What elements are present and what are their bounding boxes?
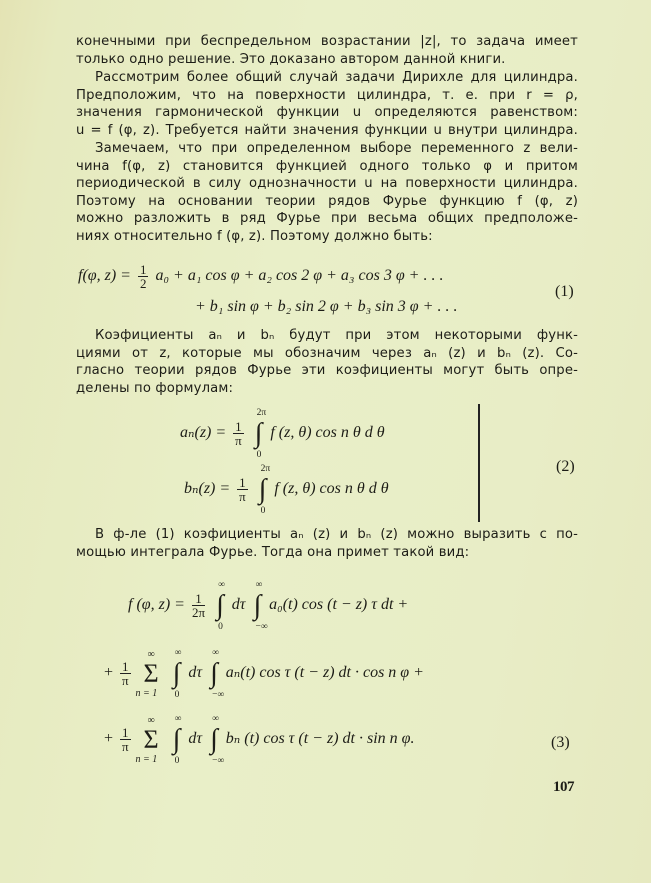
text-line: ниях относительно f (φ, z). Поэтому должно быть:	[76, 228, 433, 244]
integral-upper-limit: ∞	[218, 579, 225, 590]
text-line: чина f(φ, z) становится функцией одного только φ и притом	[76, 158, 578, 174]
fraction-denominator: 2π	[191, 605, 206, 620]
paragraph-fourier-expansion	[76, 140, 578, 246]
fraction-numerator: 1	[235, 419, 242, 434]
text-line: конечными при беспредельном возрастании |z|, то задача имеет	[76, 34, 578, 49]
system-bracket	[478, 404, 480, 522]
text-line: Рассмотрим более общий случай задачи Дирихле для цилиндра.	[95, 70, 578, 85]
integral-lower-limit: 0	[218, 621, 223, 632]
integrand: a₀(t) cos (t − z) τ dt +	[269, 596, 409, 614]
equation-3-line-3	[104, 713, 415, 766]
equation-number-1: (1)	[555, 283, 574, 300]
sum-upper-limit: ∞	[147, 714, 155, 726]
fraction-numerator: 1	[139, 262, 147, 277]
fraction-denominator: π	[239, 489, 246, 504]
sum-lower-limit: n = 1	[135, 687, 158, 699]
fraction	[120, 660, 131, 687]
text-line: Коэфициенты aₙ и bₙ будут при этом некоторыми функ-	[95, 328, 578, 343]
equation-number-3: (3)	[551, 734, 570, 751]
integrand: f (z, θ) cos n θ d θ	[270, 424, 385, 442]
equation-lhs: f (φ, z) =	[128, 596, 185, 614]
integral-upper-limit: ∞	[174, 647, 182, 658]
equation-1-line-2	[195, 298, 457, 316]
text-line: делены по формулам:	[76, 380, 234, 396]
integral-sign: ∫ ∞ −∞	[210, 713, 225, 766]
integral-sign: ∫ ∞ −∞	[210, 647, 225, 700]
fraction-denominator: 2	[139, 276, 147, 291]
integral-sign: ∫ ∞ 0	[172, 713, 182, 766]
integral-upper-limit: ∞	[255, 579, 263, 590]
integrand: f (z, θ) cos n θ d θ	[274, 480, 389, 498]
text-line: циями от z, которые мы обозначим через aₙ (z) и bₙ (z). Со-	[76, 345, 578, 361]
fraction	[120, 726, 131, 753]
fraction-denominator: π	[121, 673, 129, 688]
integrand: dτ	[188, 664, 203, 682]
integral-sign: ∫ 2π 0	[258, 463, 271, 516]
integrand: bₙ (t) cos τ (t − z) dt · sin n φ.	[225, 730, 415, 748]
fraction-numerator: 1	[192, 592, 205, 606]
equation-1-line-1	[78, 263, 443, 290]
equation-rhs: a₀ + a₁ cos φ + a₂ cos 2 φ + a₃ cos 3 φ + . . .	[155, 267, 444, 285]
integral-sign: ∫ 2π 0	[254, 407, 267, 460]
plus-sign: +	[104, 730, 114, 748]
integral-sign: ∫ ∞ 0	[216, 579, 225, 632]
integral-lower-limit: −∞	[212, 689, 225, 700]
text-line: значения гармонической функции u определяются равенством:	[76, 105, 578, 121]
equation-continuation: + b₁ sin φ + b₂ sin 2 φ + b₃ sin 3 φ + . . .	[195, 298, 458, 315]
fraction-numerator: 1	[122, 725, 129, 740]
equation-2-a	[180, 407, 385, 460]
text-line: только одно решение. Это доказано автором данной книги.	[76, 51, 506, 67]
integral-lower-limit: 0	[260, 505, 266, 516]
fraction	[138, 263, 149, 290]
text-line: Замечаем, что при определенном выборе переменного z вели-	[95, 141, 578, 156]
text-line: u = f (φ, z). Требуется найти значения функции u внутри цилиндра.	[76, 122, 578, 138]
text-line: можно разложить в ряд Фурье при весьма общих предположе-	[76, 211, 578, 227]
fraction-denominator: π	[235, 433, 242, 448]
summation-sign: Σ ∞ n = 1	[135, 648, 159, 699]
text-line: В ф-ле (1) коэфициенты aₙ (z) и bₙ (z) можно выразить с по-	[95, 527, 578, 542]
fraction	[233, 420, 244, 447]
fraction	[192, 592, 205, 619]
fraction-numerator: 1	[122, 659, 129, 674]
integral-sign: ∫ ∞ −∞	[253, 579, 268, 632]
equation-3-line-1	[128, 579, 409, 632]
paragraph-dirichlet-cylinder	[76, 69, 578, 139]
integrand: dτ	[188, 730, 203, 748]
integral-sign: ∫ ∞ 0	[172, 647, 182, 700]
plus-sign: +	[104, 664, 114, 682]
sum-upper-limit: ∞	[147, 648, 155, 660]
paragraph-continuation	[76, 33, 578, 68]
integral-lower-limit: 0	[174, 755, 180, 766]
equation-lhs: aₙ(z) =	[180, 424, 227, 442]
fraction-denominator: π	[121, 739, 129, 754]
equation-lhs: f(φ, z) =	[78, 267, 131, 285]
page-number: 107	[553, 779, 574, 795]
fraction-numerator: 1	[239, 475, 246, 490]
equation-3-line-2	[104, 647, 424, 700]
integral-upper-limit: ∞	[212, 647, 219, 658]
paragraph-coefficients	[76, 327, 578, 397]
integral-upper-limit: ∞	[174, 713, 182, 724]
text-line: мощью интеграла Фурье. Тогда она примет такой вид:	[76, 544, 470, 560]
integral-upper-limit: 2π	[256, 407, 267, 418]
text-line: периодической в силу однозначности u на поверхности цилиндра.	[76, 176, 578, 192]
integral-upper-limit: ∞	[212, 713, 219, 724]
integral-lower-limit: 0	[174, 689, 180, 700]
integral-lower-limit: 0	[256, 449, 262, 460]
equation-2-b	[184, 463, 389, 516]
integral-lower-limit: −∞	[212, 755, 225, 766]
text-line: Предположим, что на поверхности цилиндра, т. е. при r = ρ,	[76, 87, 578, 103]
fraction	[237, 476, 248, 503]
paragraph-fourier-integral	[76, 526, 578, 561]
integral-upper-limit: 2π	[260, 463, 271, 474]
text-line: Поэтому на основании теории рядов Фурье функцию f (φ, z)	[76, 193, 578, 209]
integrand: dτ	[231, 596, 246, 614]
equation-lhs: bₙ(z) =	[184, 480, 231, 498]
summation-sign: Σ ∞ n = 1	[135, 714, 159, 765]
text-line: гласно теории рядов Фурье эти коэфициенты могут быть опре-	[76, 363, 578, 379]
integral-lower-limit: −∞	[255, 621, 268, 632]
sum-lower-limit: n = 1	[135, 753, 158, 765]
equation-number-2: (2)	[556, 458, 575, 475]
integrand: aₙ(t) cos τ (t − z) dt · cos n φ +	[225, 664, 424, 682]
